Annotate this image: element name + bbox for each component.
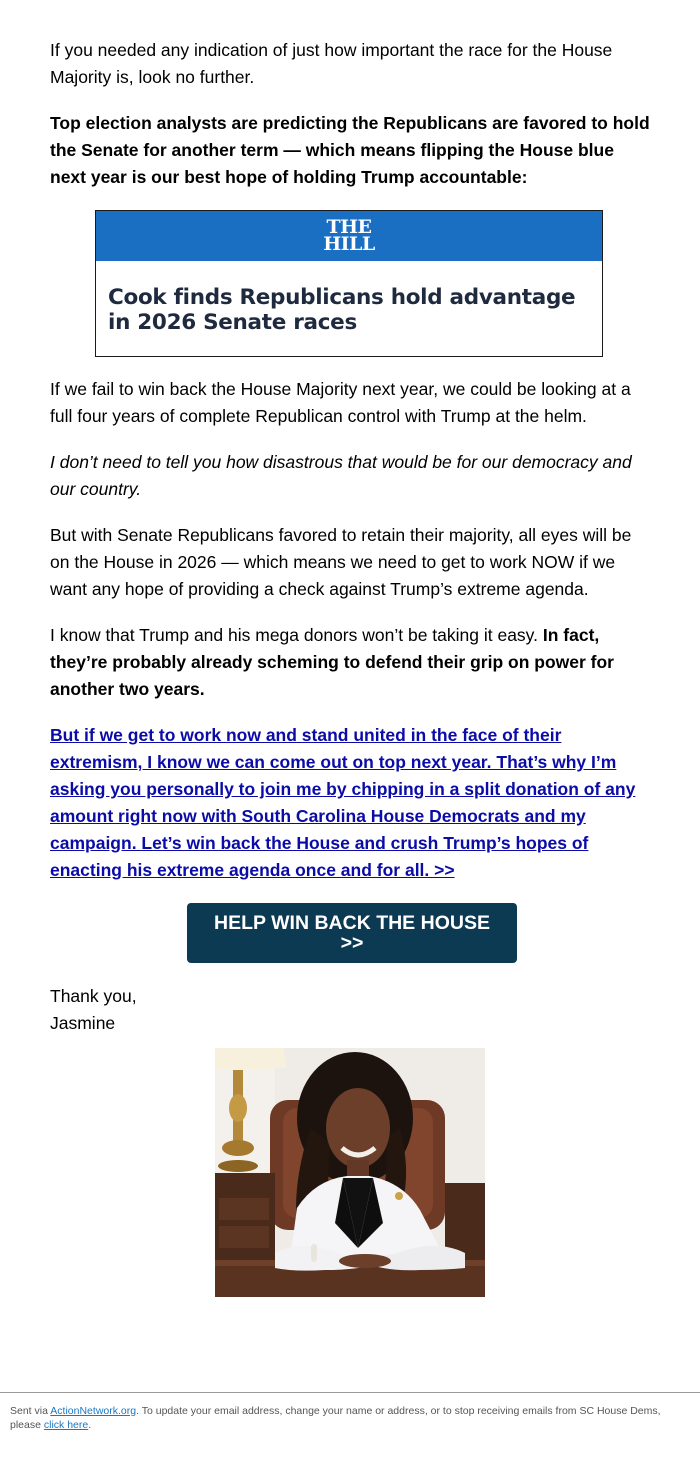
signature-name: Jasmine: [50, 1013, 116, 1033]
donors-bold-text: In fact, they’re probably already scheming to defend their grip on power for another two years.: [50, 625, 614, 699]
portrait-illustration: [215, 1048, 485, 1297]
help-win-back-house-button[interactable]: [187, 903, 517, 963]
footer-end-text: .: [88, 1419, 92, 1431]
button-line-2: >>: [340, 932, 364, 954]
senate-paragraph: But with Senate Republicans favored to retain their majority, all eyes will be on the House in 2026 — which means we need to get to work NOW if we want any hope of providing a check against Trump’s extreme agenda.: [50, 525, 632, 599]
fail-paragraph: If we fail to win back the House Majority next year, we could be looking at a full four years of complete Republican control with Trump at the helm.: [50, 379, 631, 426]
logo-line-1: THE: [326, 216, 372, 238]
news-headline: Cook finds Republicans hold advantage in 2026 Senate races: [108, 285, 576, 335]
news-headline-card[interactable]: [95, 210, 603, 357]
email-footer: [0, 1392, 700, 1432]
italic-paragraph: I don’t need to tell you how disastrous that would be for our democracy and our country.: [50, 452, 632, 499]
the-hill-logo: [323, 216, 375, 255]
analysts-paragraph: Top election analysts are predicting the Republicans are favored to hold the Senate for another term — which means flipping the House blue next year is our best hope of holding Trump accountable:: [50, 113, 650, 187]
donors-plain-text: I know that Trump and his mega donors won’t be taking it easy.: [50, 625, 538, 645]
thanks-text: Thank you,: [50, 986, 137, 1006]
candidate-portrait-image: [215, 1048, 485, 1297]
actionnetwork-link[interactable]: ActionNetwork.org: [50, 1405, 137, 1417]
signoff: [50, 983, 654, 1037]
unsubscribe-click-here-link[interactable]: click here: [43, 1419, 89, 1431]
intro-paragraph: If you needed any indication of just how important the race for the House Majority is, look no further.: [50, 40, 613, 87]
cta-paragraph: [50, 722, 654, 884]
logo-line-2: HILL: [323, 233, 375, 255]
donate-cta-link[interactable]: But if we get to work now and stand united in the face of their extremism, I know we can come out on top next year. That’s why I’m asking you personally to join me by chipping in a split donation of any amount right now with South Carolina House Democrats and my campaign. Let’s win back the House and crush Trump’s hopes of enacting his extreme agenda once and for all. >>: [50, 725, 636, 880]
email-body: [50, 37, 654, 1056]
news-card-header: [96, 211, 602, 261]
button-container: [50, 903, 654, 963]
button-line-1: HELP WIN BACK THE HOUSE: [214, 912, 490, 934]
donors-paragraph: [50, 622, 654, 703]
footer-middle-text: . To update your email address, change your name or address, or to stop receiving emails from SC House Dems, please: [10, 1405, 661, 1431]
footer-sent-via: Sent via: [10, 1405, 48, 1417]
